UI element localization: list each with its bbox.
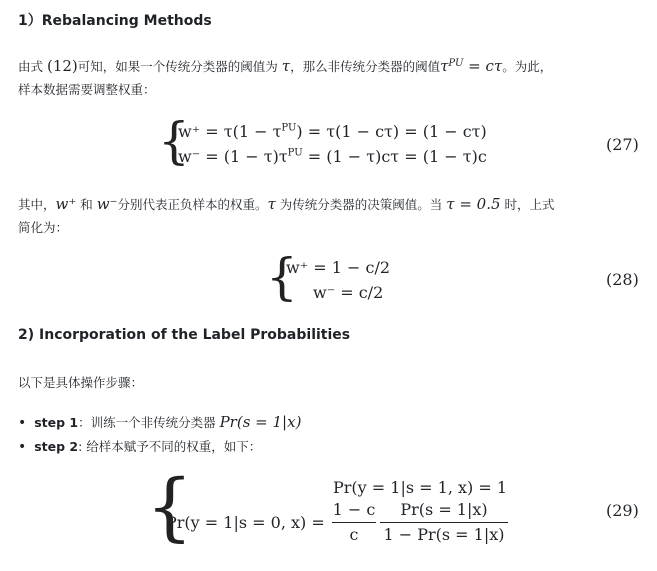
equation-number-28: (28) [606,270,639,289]
equation-28-line-1: w⁺ = 1 − c/2 [286,258,391,277]
math-tau-pu: τ [440,57,449,75]
section-heading-rebalancing: 1）Rebalancing Methods [18,13,212,29]
fraction-denominator: 1 − Pr(s = 1|x) [383,525,505,544]
math-expression: = cτ [463,57,503,75]
fraction-numerator: Pr(s = 1|x) [400,500,488,519]
paragraph-line: 简化为： [18,220,69,235]
text-segment: 。为此， [502,59,553,74]
math-w-minus: w⁻ [96,195,118,213]
math-w-plus: w⁺ [55,195,77,213]
paragraph-line [18,57,552,75]
section-heading-label-probabilities: 2) Incorporation of the Label Probabilities [18,327,351,343]
list-item-step-2: • step 2: 给样本赋予不同的权重，如下： [18,439,262,455]
list-item-step-1: • step 1：训练一个非传统分类器 Pr(s = 1|x) [18,413,302,431]
equation-number-29: (29) [606,501,639,520]
fraction-numerator: 1 − c [332,500,376,519]
left-brace: { [158,112,190,170]
math-expression: Pr(s = 1|x) [219,413,302,431]
fraction-bar [380,522,508,523]
math-tau: τ [267,195,276,213]
math-superscript: PU [448,57,464,69]
equation-28-line-2: w⁻ = c/2 [313,283,384,302]
text-segment: 由式 [18,59,47,74]
bullet: • [18,415,27,431]
equation-27-line-1: $w^+ = \tau(1 - \tau^{PU}) = \tau(1 - c\tau) = (1 - c\tau)$ [178,122,487,141]
paragraph-line: 其中，w⁺ 和 w⁻分别代表正负样本的权重。τ 为传统分类器的决策阈值。当 τ = 0.5 时，上式 [18,195,555,213]
equation-reference: (12) [46,57,78,75]
equation-29-line-2-lhs: Pr(y = 1|s = 0, x) = [166,513,325,532]
paragraph-line: 样本数据需要调整权重： [18,82,156,97]
equation-27-line-2: $w^- = (1 - \tau)\tau^{PU} = (1 - \tau)c\tau = (1 - \tau)c$ [178,147,487,166]
left-brace: { [266,248,298,306]
paragraph-line: 以下是具体操作步骤： [18,375,144,390]
fraction-denominator: c [349,525,359,544]
equation-number-27: (27) [606,135,639,154]
left-brace: { [146,464,194,550]
equation-29-line-1: Pr(y = 1|s = 1, x) = 1 [333,478,508,497]
fraction-bar [332,522,376,523]
bullet: • [18,439,27,455]
math-tau-value: τ = 0.5 [446,195,501,213]
text-segment: 可知，如果一个传统分类器的阈值为 [77,59,282,74]
text-segment: ，那么非传统分类器的阈值 [290,59,441,74]
math-tau: τ [281,57,291,75]
